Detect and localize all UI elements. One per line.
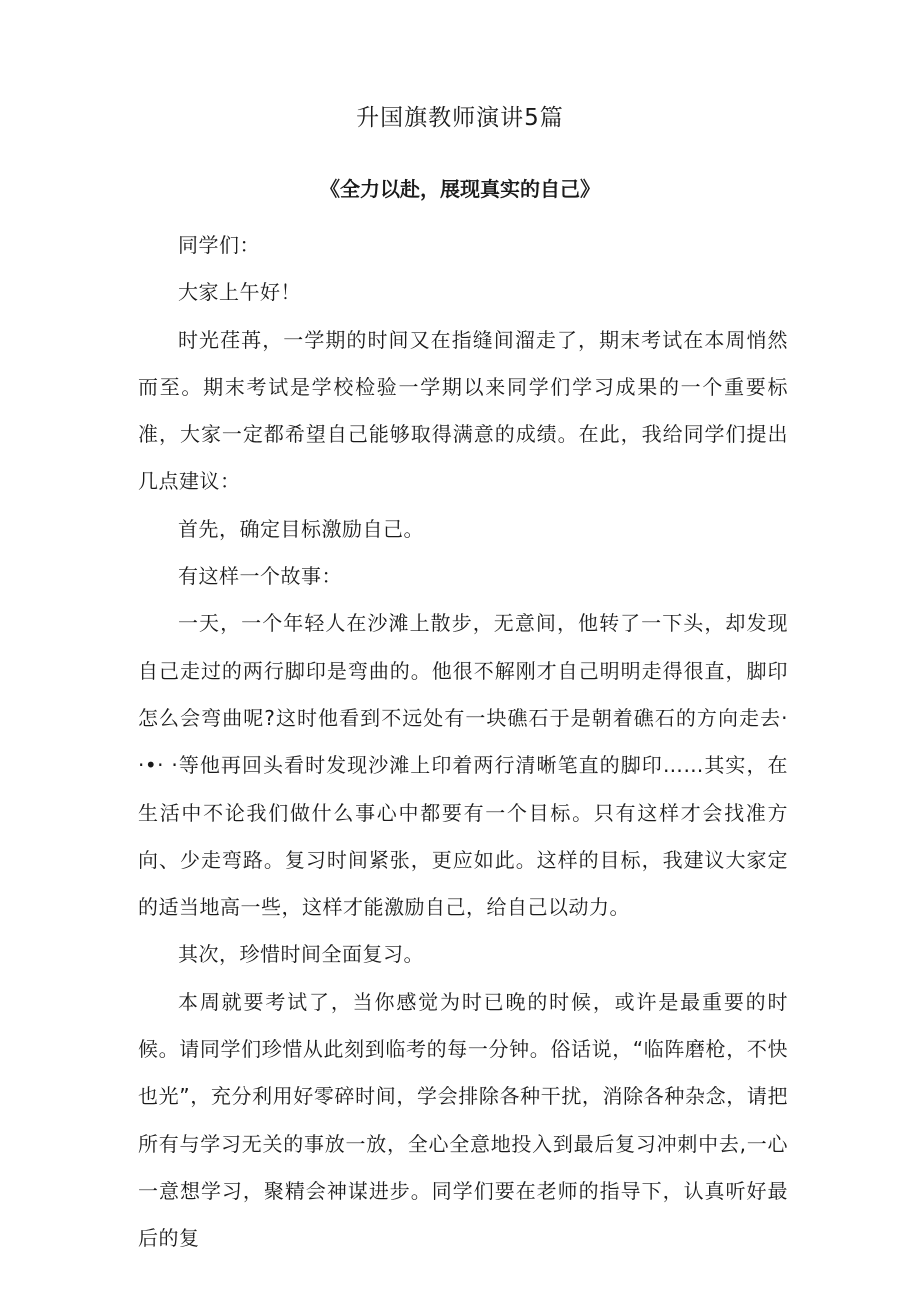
- paragraph: 时光荏苒，一学期的时间又在指缝间溜走了，期末考试在本周悄然而至。期末考试是学校检验一学期以来同学们学习成果的一个重要标准，大家一定都希望自己能够取得满意的成绩。在此，我给同学们提出几点建议：: [138, 327, 788, 494]
- paragraph: 一天，一个年轻人在沙滩上散步，无意间，他转了一下头，却发现自己走过的两行脚印是弯曲的。他很不解刚才自己明明走得很直，脚印怎么会弯曲呢?这时他看到不远处有一块礁石于是朝着礁石的方向走去· ·•· ·等他再回头看时发现沙滩上印着两行清晰笔直的脚印……其实，在生活中不论我们做什么事心中都要有一个目标。只有这样才会找准方向、少走弯路。复习时间紧张，更应如此。这样的目标，我建议大家定的适当地高一些，这样才能激励自己，给自己以动力。: [138, 611, 788, 920]
- speech-title: 《全力以赴，展现真实的自己》: [320, 177, 600, 201]
- paragraph: 其次，珍惜时间全面复习。: [178, 942, 424, 967]
- paragraph: 首先，确定目标激励自己。: [178, 516, 424, 541]
- document-title: 升国旗教师演讲5篇: [356, 105, 564, 131]
- paragraph: 大家上午好！: [178, 280, 301, 305]
- paragraph: 有这样一个故事：: [178, 564, 342, 589]
- paragraph: 同学们：: [178, 233, 260, 257]
- speech-body: [138, 222, 788, 1263]
- paragraph: 本周就要考试了，当你感觉为时已晚的时候，或许是最重要的时候。请同学们珍惜从此刻到临考的每一分钟。俗话说，“临阵磨枪，不快也光”，充分利用好零碎时间，学会排除各种干扰，消除各种杂念，请把所有与学习无关的事放一放，全心全意地投入到最后复习冲刺中去,一心一意想学习，聚精会神谋进步。同学们要在老师的指导下，认真听好最后的复: [138, 989, 788, 1251]
